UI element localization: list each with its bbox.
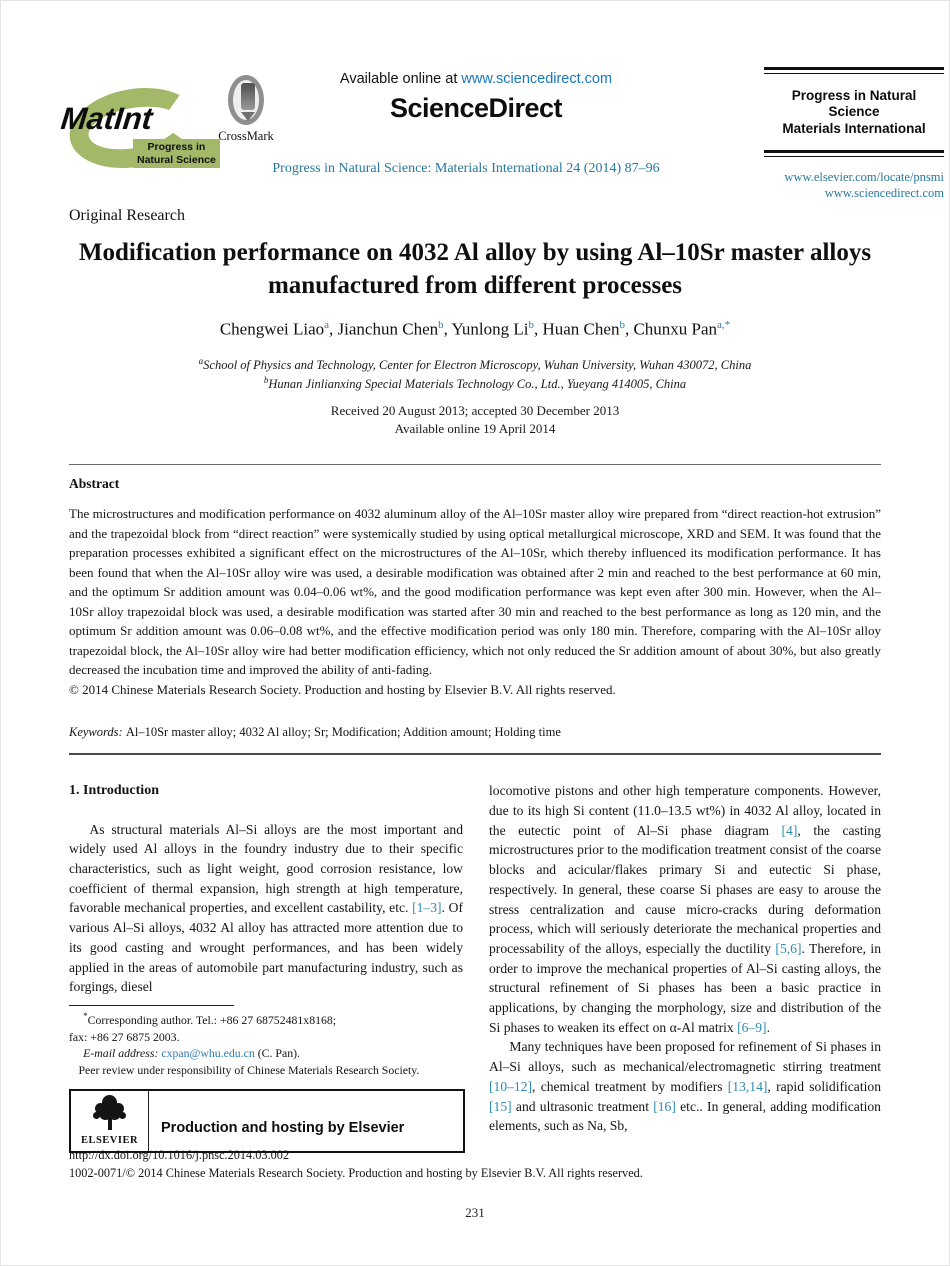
journal-name-line3: Materials International xyxy=(782,121,926,137)
email-label: E-mail address: xyxy=(83,1046,162,1061)
available-online-date: Available online 19 April 2014 xyxy=(394,420,556,436)
author-separator: , xyxy=(443,319,452,339)
citation-ref[interactable]: [1–3] xyxy=(412,900,442,916)
footnote-text: Corresponding author. Tel.: +86 27 68752481x8168; xyxy=(87,1012,337,1027)
elsevier-production-box xyxy=(69,1089,465,1153)
paragraph-text: . Of various Al–Si alloys, 4032 Al alloy has attracted more attention due to its good casting and wrought performances, and has been widely applied in the areas of automobile part manufacturing industry, such as forgings, diesel xyxy=(69,900,463,995)
keywords-text: Al–10Sr master alloy; 4032 Al alloy; Sr; Modification; Addition amount; Holding time xyxy=(125,725,561,740)
author: Jianchun Chen xyxy=(337,319,439,339)
journal-citation-line: Progress in Natural Science: Materials International 24 (2014) 87–96 xyxy=(272,161,660,176)
footnote-fax-line: fax: +86 27 6875 2003. xyxy=(69,1029,180,1044)
crossmark-label: CrossMark xyxy=(218,129,274,143)
journal-name-line2: Science xyxy=(828,104,880,120)
available-online-prefix: Available online at xyxy=(339,71,462,87)
available-online-line xyxy=(276,71,676,87)
introduction-heading: 1. Introduction xyxy=(69,783,159,799)
author-list xyxy=(1,319,949,340)
crossmark-icon-bar xyxy=(241,83,255,110)
affiliation-sup: b xyxy=(263,374,269,385)
email-suffix: (C. Pan). xyxy=(254,1046,300,1061)
abstract-heading: Abstract xyxy=(69,476,120,492)
page-header xyxy=(1,1,949,201)
affiliation: School of Physics and Technology, Center for Electron Microscopy, Wuhan University, Wuhan 430072, China xyxy=(203,357,752,372)
journal-masthead-block xyxy=(764,67,944,201)
received-accepted-line: Received 20 August 2013; accepted 30 December 2013 xyxy=(330,403,620,419)
introduction-paragraph-1 xyxy=(69,820,463,997)
footnote-tel-line xyxy=(69,1010,463,1029)
article-type-label: Original Research xyxy=(69,207,185,224)
author-affiliation-sup: b xyxy=(528,319,534,331)
abstract-top-rule xyxy=(69,464,881,465)
affiliation: Hunan Jinlianxing Special Materials Technology Co., Ltd., Yueyang 414005, China xyxy=(268,377,687,392)
production-hosting-text: Production and hosting by Elsevier xyxy=(161,1119,405,1136)
header-center xyxy=(276,71,676,124)
left-column xyxy=(69,781,463,1153)
author: Chunxu Pan xyxy=(633,319,718,339)
author-separator: , xyxy=(329,319,338,339)
author-separator: , xyxy=(624,319,634,339)
masthead-bottom-rule xyxy=(764,150,944,157)
journal-urls xyxy=(764,169,944,202)
keywords-bottom-rule xyxy=(69,753,881,755)
abstract-text xyxy=(69,504,881,680)
footnote-rule xyxy=(69,1005,234,1006)
elsevier-tree-icon xyxy=(88,1095,132,1131)
paragraph-text: , chemical treatment by modifiers xyxy=(532,1078,728,1094)
paragraph-text: locomotive pistons and other high temperature components. However, due to its high Si content (11.0–13.5 wt%) in 4032 Al alloy, located in the eutectic point of Al–Si phase diagram xyxy=(489,783,881,838)
citation-ref[interactable]: [16] xyxy=(653,1098,676,1114)
page-number: 231 xyxy=(465,1205,485,1220)
matint-logo-subtitle xyxy=(133,139,220,168)
author-affiliation-sup: a,* xyxy=(717,319,731,331)
doi-link[interactable]: http://dx.doi.org/10.1016/j.pnsc.2014.03.002 xyxy=(69,1148,290,1162)
author-separator: , xyxy=(533,319,543,339)
matint-logo-subtitle-line1: Progress in xyxy=(147,141,206,153)
peer-review-note: Peer review under responsibility of Chinese Materials Research Society. xyxy=(78,1063,420,1078)
elsevier-logo xyxy=(71,1091,149,1151)
citation-ref[interactable]: [13,14] xyxy=(727,1078,768,1094)
citation-ref[interactable]: [5,6] xyxy=(775,940,802,956)
paragraph-text: As structural materials Al–Si alloys are the most important and widely used Al alloys in the foundry industry due to their specific characteristics, such as light weight, good corrosion resistance, low coefficient of thermal expansion, high strength at high temperature, favorable mechanical properties, and excellent castability, etc. xyxy=(69,821,463,916)
author: Yunlong Li xyxy=(451,319,529,339)
sciencedirect-link[interactable]: www.sciencedirect.com xyxy=(461,71,613,87)
elsevier-wordmark: ELSEVIER xyxy=(80,1134,139,1146)
paragraph-text: etc.. In general, adding modification elements, such as Na, Sb, xyxy=(489,1098,881,1134)
paragraph-text: . xyxy=(766,1019,770,1035)
author-affiliation-sup: b xyxy=(438,319,444,331)
sciencedirect-url[interactable]: www.sciencedirect.com xyxy=(824,185,944,200)
paragraph-text: Many techniques have been proposed for refinement of Si phases in Al–Si alloys, such as mechanical/electromagnetic stirring treatment xyxy=(489,1039,881,1075)
paragraph-text: , the casting microstructures prior to the modification treatment consist of the coarse blocks and acicular/flakes primary Si and eutectic Si phase, respectively. In general, these coarse Si phases are easy to arouse the stress centralization and cause micro-cracks during deformation process, which will seriously deteriorate the mechanical properties and processability of the alloys, especially the ductility xyxy=(489,822,881,956)
paragraph-text: and ultrasonic treatment xyxy=(511,1098,654,1114)
author-affiliation-sup: b xyxy=(619,319,625,331)
journal-name xyxy=(764,88,944,139)
abstract-paragraph: The microstructures and modification performance on 4032 aluminum alloy of the Al–10Sr master alloy wire prepared from “direct reaction-hot extrusion” and the trapezoidal block from “direct reaction” were systemically studied by using optical metallurgical microscope, XRD and SEM. It was found that the preparation processes exhibited a significant effect on the microstructures of the Al–10Sr, which thereby influenced its modification performance. It has been found that when the Al–10Sr alloy wire was used, a desirable modification was obtained after 2 min and reached to the best performance at 60 min, and the optimum Sr addition amount was 0.04–0.06 wt%, and the good modification performance was kept even after 300 min. However, when the Al–10Sr alloy trapezoidal block was used, a desirable modification was started after 30 min and reached to the best performance as long as 120 min, and the optimum Sr addition amount was 0.06–0.08 wt%, and the effective modification period was only 180 min. Therefore, comparing with the Al–10Sr alloy trapezoidal block, the Al–10Sr alloy wire had better modification efficiency, which not only reduced the Sr addition amount of about 30%, but also greatly decreased the incubation time and improved the ability of anti-fading. xyxy=(69,506,881,678)
paragraph-text: . Therefore, in order to improve the mechanical properties of Al–Si casting alloys, the structural refinement of Si phases has been a basic practice in applications, by changing the morphology, size and distribution of the Si phases to weaken its effect on α-Al matrix xyxy=(489,940,881,1035)
matint-logo-subtitle-line2: Natural Science xyxy=(137,153,216,166)
footnote-star: * xyxy=(83,1010,88,1021)
sciencedirect-logo: ScienceDirect xyxy=(389,93,563,123)
citation-ref[interactable]: [10–12] xyxy=(489,1078,533,1094)
affiliation-list xyxy=(1,355,949,394)
affiliation-sup: a xyxy=(198,355,204,366)
article-title-line1: Modification performance on 4032 Al alloy by using Al–10Sr master alloys xyxy=(78,239,872,266)
footnote-email-line xyxy=(69,1045,463,1062)
keywords-line xyxy=(69,725,881,740)
article-title-line2: manufactured from different processes xyxy=(267,271,683,299)
citation-ref[interactable]: [6–9] xyxy=(737,1019,767,1035)
article-title xyxy=(1,237,949,302)
elsevier-locate-url[interactable]: www.elsevier.com/locate/pnsmi xyxy=(784,169,944,184)
crossmark-icon-arrow xyxy=(241,112,255,121)
introduction-paragraph-3 xyxy=(489,1037,881,1136)
right-column xyxy=(489,781,881,1153)
abstract-copyright: © 2014 Chinese Materials Research Society. Production and hosting by Elsevier B.V. All rights reserved. xyxy=(69,681,616,697)
page-footer xyxy=(69,1147,881,1183)
paragraph-text: , rapid solidification xyxy=(767,1078,881,1094)
crossmark-badge[interactable] xyxy=(214,75,278,144)
author: Chengwei Liao xyxy=(219,319,325,339)
journal-name-line1: Progress in Natural xyxy=(791,87,917,103)
corresponding-author-footnote xyxy=(69,1005,463,1079)
abstract-section xyxy=(69,476,881,699)
crossmark-icon xyxy=(228,75,264,125)
email-link[interactable]: cxpan@whu.edu.cn xyxy=(161,1046,255,1061)
introduction-paragraph-2 xyxy=(489,781,881,1037)
keywords-label: Keywords: xyxy=(69,725,126,740)
matint-logo-title: MatInt xyxy=(59,101,155,136)
citation-ref[interactable]: [4] xyxy=(781,822,798,838)
masthead-top-rule xyxy=(764,67,944,74)
article-dates xyxy=(1,402,949,437)
body-columns xyxy=(69,781,881,1153)
citation-ref[interactable]: [15] xyxy=(489,1098,512,1114)
author: Huan Chen xyxy=(542,319,620,339)
rights-line: 1002-0071/© 2014 Chinese Materials Research Society. Production and hosting by Elsevier B.V. All rights reserved. xyxy=(69,1165,643,1180)
author-affiliation-sup: a xyxy=(324,319,330,331)
